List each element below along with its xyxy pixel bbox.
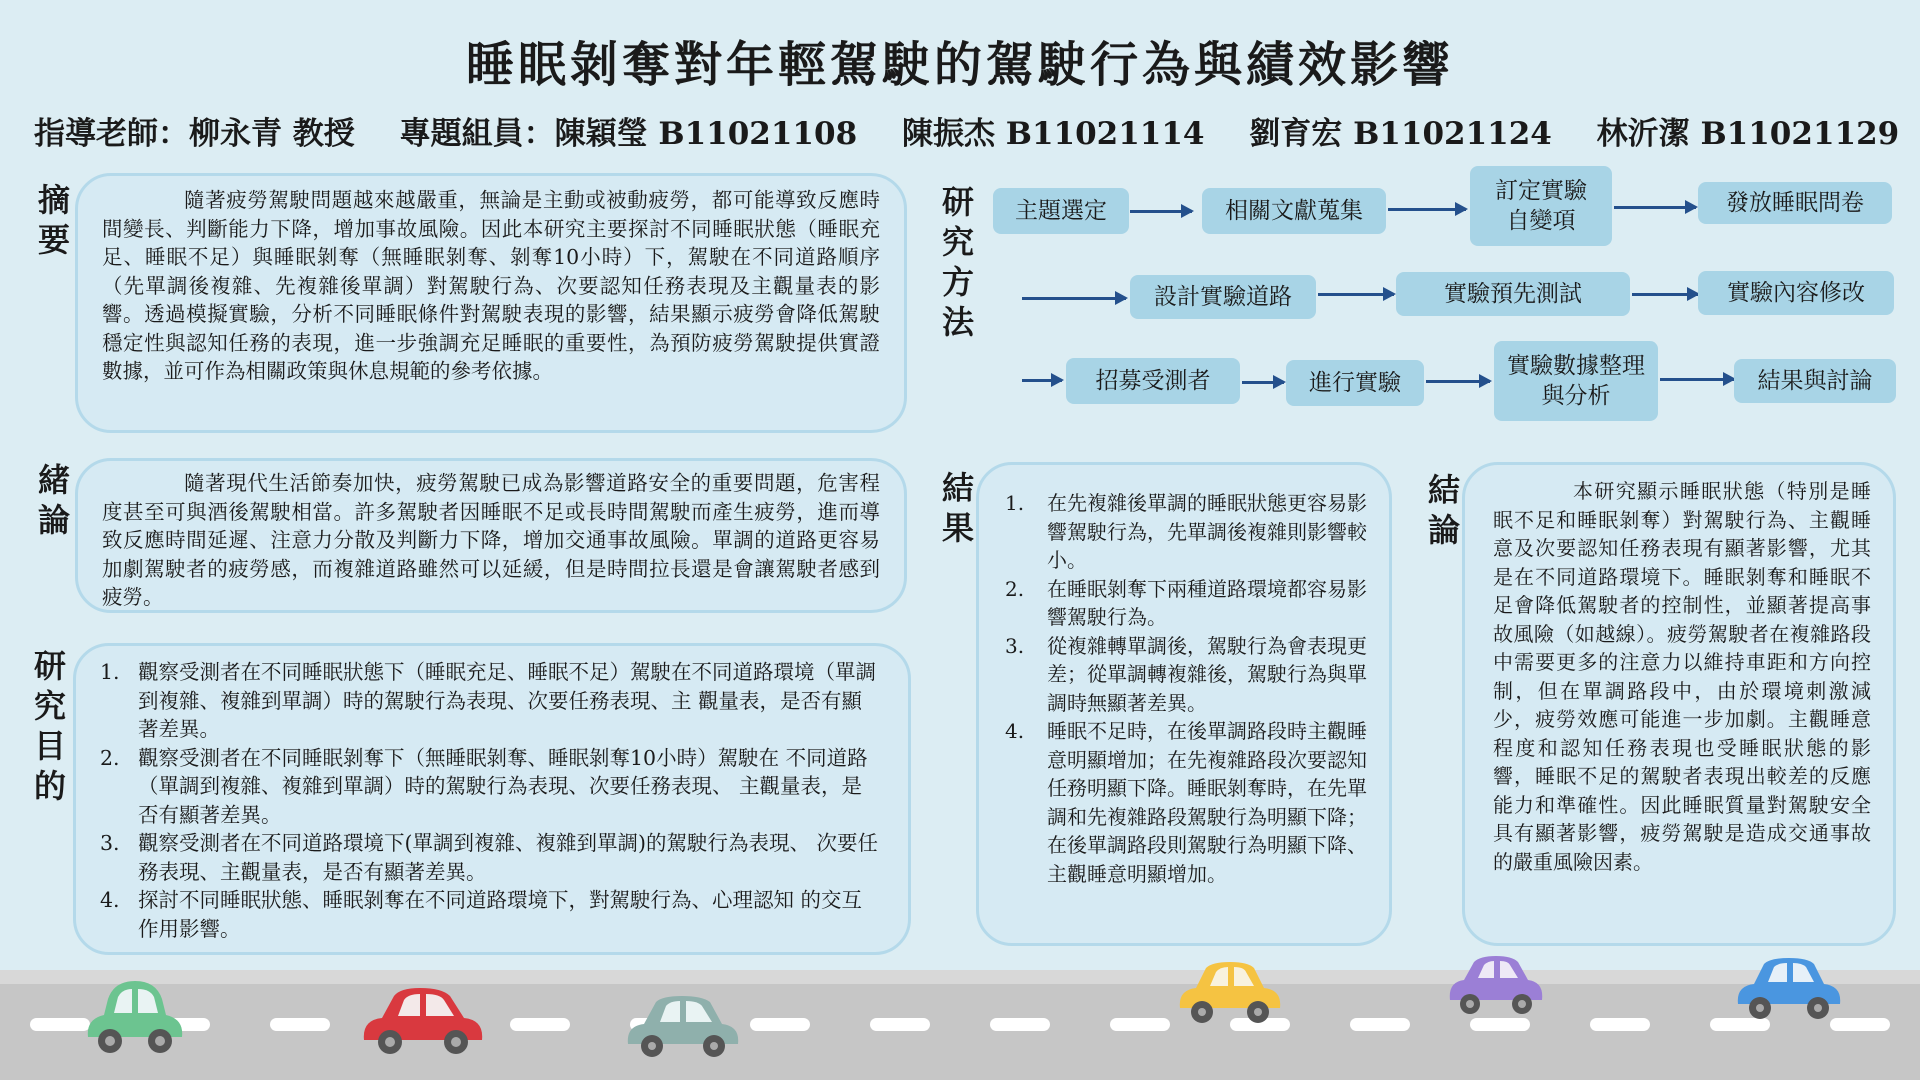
conclusion-label: 結論 xyxy=(1427,471,1460,549)
purpose-box xyxy=(73,643,911,955)
list-item: 4. 睡眠不足時，在後單調路段時主觀睡意明顯增加；在先複雜路段次要認知任務明顯下降。睡眠剝奪時，在先單調和先複雜路段駕駛行為明顯下降；在後單調路段則駕駛行為明顯下降、主觀睡意明顯增加。 xyxy=(1005,719,1367,886)
step-pretest: 實驗預先測試 xyxy=(1396,272,1630,316)
abstract-label: 摘要 xyxy=(37,181,70,259)
step-experiment: 進行實驗 xyxy=(1286,360,1424,406)
introduction-label: 緒論 xyxy=(37,461,70,539)
green-car-icon xyxy=(80,975,190,1060)
lane-dash xyxy=(990,1018,1050,1031)
step-analysis: 實驗數據整理與分析 xyxy=(1494,341,1658,421)
member-3: 劉育宏 B11021124 xyxy=(1249,116,1552,152)
conclusion-box xyxy=(1462,462,1896,946)
purpose-list xyxy=(100,658,878,943)
lane-dash xyxy=(1110,1018,1170,1031)
step-topic: 主題選定 xyxy=(993,188,1129,234)
step-questionnaire: 發放睡眠問卷 xyxy=(1698,182,1892,224)
arrow-icon xyxy=(1632,293,1698,296)
red-car-icon xyxy=(358,982,488,1057)
abstract-box xyxy=(75,173,907,433)
yellow-car-icon xyxy=(1174,956,1286,1028)
list-item: 2. 在睡眠剝奪下兩種道路環境都容易影響駕駛行為。 xyxy=(1005,576,1367,629)
arrow-icon xyxy=(1022,297,1126,300)
poster-title: 睡眠剝奪對年輕駕駛的駕駛行為與績效影響 xyxy=(465,37,1454,93)
results-label: 結果 xyxy=(941,469,974,547)
arrow-icon xyxy=(1130,210,1192,213)
arrow-icon xyxy=(1614,206,1696,209)
arrow-icon xyxy=(1426,380,1490,383)
blue-car-icon xyxy=(1732,952,1846,1026)
conclusion-text: 本研究顯示睡眠狀態（特別是睡眠不足和睡眠剝奪）對駕駛行為、主觀睡意及次要認知任務表現有顯著影響，尤其是在不同道路環境下。睡眠剝奪和睡眠不足會降低駕駛者的控制性，並顯著提高事故風險（如越線）。疲勞駕駛者在複雜路段中需要更多的注意力以維持車距和方向控制，但在單調路段中，由於環境刺激減少，疲勞效應可能進一步加劇。主觀睡意程度和認知任務表現也受睡眠狀態的影響，睡眠不足的駕駛者表現出較差的反應能力和準確性。因此睡眠質量對駕駛安全具有顯著影響，疲勞駕駛是造成交通事故的嚴重風險因素。 xyxy=(1493,479,1871,874)
method-label: 研究方法 xyxy=(941,183,974,341)
lane-dash xyxy=(510,1018,570,1031)
lane-dash xyxy=(870,1018,930,1031)
member-1: 專題組員：陳穎瑩 B11021108 xyxy=(399,116,858,152)
lane-dash xyxy=(750,1018,810,1031)
member-2: 陳振杰 B11021114 xyxy=(901,116,1205,152)
list-item: 3. 從複雜轉單調後，駕駛行為會表現更差；從單調轉複雜後，駕駛行為與單調時無顯著差異。 xyxy=(1005,633,1367,715)
arrow-icon xyxy=(1022,379,1062,382)
purple-car-icon xyxy=(1444,950,1548,1022)
teal-car-icon xyxy=(622,990,744,1062)
abstract-text: 隨著疲勞駕駛問題越來越嚴重，無論是主動或被動疲勞，都可能導致反應時間變長、判斷能力下降，增加事故風險。因此本研究主要探討不同睡眠狀態（睡眠充足、睡眠不足）與睡眠剝奪（無睡眠剝奪、剝奪10小時）下，駕駛在不同道路順序（先單調後複雜、先複雜後單調）對駕駛行為、次要認知任務表現及主觀量表的影響。透過模擬實驗，分析不同睡眠條件對駕駛表現的影響，結果顯示疲勞會降低駕駛穩定性與認知任務的表現，進一步強調充足睡眠的重要性，為預防疲勞駕駛提供實證數據，並可作為相關政策與休息規範的參考依據。 xyxy=(102,188,880,383)
lane-dash xyxy=(1590,1018,1650,1031)
purpose-label: 研究目的 xyxy=(33,647,66,805)
arrow-icon xyxy=(1242,381,1284,384)
results-box xyxy=(976,462,1392,946)
step-road-design: 設計實驗道路 xyxy=(1130,275,1316,319)
lane-dash xyxy=(1350,1018,1410,1031)
arrow-icon xyxy=(1660,378,1734,381)
road-edge xyxy=(0,970,1920,984)
advisor-name: 指導老師：柳永青 教授 xyxy=(34,116,355,152)
step-variables: 訂定實驗自變項 xyxy=(1470,166,1612,246)
step-literature: 相關文獻蒐集 xyxy=(1202,188,1386,234)
arrow-icon xyxy=(1318,293,1394,296)
member-4: 林沂潔 B11021129 xyxy=(1596,116,1900,152)
introduction-box xyxy=(75,458,907,613)
introduction-text: 隨著現代生活節奏加快，疲勞駕駛已成為影響道路安全的重要問題，危害程度甚至可與酒後駕駛相當。許多駕駛者因睡眠不足或長時間駕駛而產生疲勞，進而導致反應時間延遲、注意力分散及判斷力下降，增加交通事故風險。單調的道路更容易加劇駕駛者的疲勞感，而複雜道路雖然可以延緩，但是時間拉長還是會讓駕駛者感到疲勞。 xyxy=(102,471,880,609)
results-list xyxy=(1005,489,1367,888)
arrow-icon xyxy=(1388,208,1466,211)
lane-dash xyxy=(270,1018,330,1031)
list-item: 4. 探討不同睡眠狀態、睡眠剝奪在不同道路環境下，對駕駛行為、心理認知 的交互作用影響。 xyxy=(100,888,863,941)
step-recruit: 招募受測者 xyxy=(1066,358,1240,404)
list-item: 1. 觀察受測者在不同睡眠狀態下（睡眠充足、睡眠不足）駕駛在不同道路環境（單調到複雜、複雜到單調）時的駕駛行為表現、次要任務表現、主 觀量表，是否有顯著差異。 xyxy=(100,660,876,741)
credits-line xyxy=(34,108,1904,153)
list-item: 2. 觀察受測者在不同睡眠剝奪下（無睡眠剝奪、睡眠剝奪10小時）駕駛在 不同道路（單調到複雜、複雜到單調）時的駕駛行為表現、次要任務表現、 主觀量表，是否有顯著差異。 xyxy=(100,745,868,827)
step-revision: 實驗內容修改 xyxy=(1698,271,1894,315)
step-discussion: 結果與討論 xyxy=(1734,359,1896,403)
list-item: 3. 觀察受測者在不同道路環境下(單調到複雜、複雜到單調)的駕駛行為表現、 次要任務表現、主觀量表，是否有顯著差異。 xyxy=(100,831,879,884)
list-item: 1. 在先複雜後單調的睡眠狀態更容易影響駕駛行為，先單調後複雜則影響較小。 xyxy=(1005,491,1367,572)
